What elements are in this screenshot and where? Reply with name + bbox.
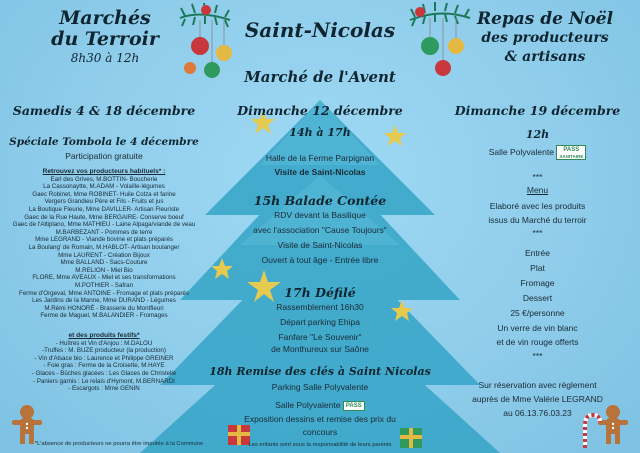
left-hours: 8h30 à 12h [70,51,140,65]
right-title-line-1: Repas de Noël [476,9,614,29]
defile-line-2: Départ parking Ehipa [280,317,360,327]
list-item: - Escargots : Mme GENIN [68,385,140,393]
right-place-row [440,145,635,160]
remise-line-2 [220,400,420,411]
list-item: M.POTHIER - Safran [74,281,134,289]
defile-line-3: Fanfare "Le Souvenir" [278,332,362,342]
menu-line-2: issus du Marché du terroir [488,215,587,225]
center-location: Halle de la Ferme Parpignan [265,153,375,163]
menu-price: 25 €/personne [510,308,565,318]
pass-sanitaire-badge [556,145,586,160]
reservation-line-1: Sur réservation avec règlement [478,380,597,390]
balade-line-3: Visite de Saint-Nicolas [277,240,363,250]
menu-title: Menu [526,185,549,195]
producers-title: Retrouvez vos producteurs habituels* : [42,168,166,175]
pass-label: PASS [563,147,580,153]
right-title-line-3: & artisans [504,49,586,65]
left-header [20,8,190,66]
list-item: Earl des Grives, M.BOTTIN- Boucherie [50,175,158,183]
right-stars: *** [532,172,543,182]
list-item: Ferme de Maguel, M.BALANDIER - Fromages [40,312,168,320]
balade-line-1: RDV devant la Basilique [274,210,366,220]
list-item: -Truffes : M. BUZE producteur (la production) [42,347,166,355]
menu-item: Dessert [522,293,553,303]
list-item: Gaec Robinet, Mme ROBINET- Huile Colza et farine [32,190,176,198]
remise-note: Les enfants sont sous la responsabilité de leurs parents [248,442,392,448]
menu-line-3: *** [532,228,543,238]
list-item: La Cassonaytte, M.ADAM - Volaille-légumes [43,183,165,191]
reservation-line-2: auprès de Mme Valérie LEGRAND [472,394,603,404]
pass-sanitaire-badge: PASS [343,401,365,411]
footnote: *L'absence de producteurs ne pourra être imputée à la Commune [34,441,204,447]
list-item: M.Rémi HONORÉ - Brasserie du Montfleuri [44,304,164,312]
right-place: Salle Polyvalente [488,146,554,157]
menu-item: Entrée [524,248,551,258]
reservation-phone: au 06.13.76.03.23 [503,408,572,418]
remise-place: Salle Polyvalente [275,400,341,410]
defile-line-4: de Monthureux sur Saône [271,344,369,354]
balade-line-4: Ouvert à tout âge - Entrée libre [261,255,379,265]
list-item: - Paniers garnis : Le relais d'Hymont, M.BERNARDI [33,377,175,385]
list-item: Mme LAURENT - Création Bijoux [58,251,150,259]
remise-line-3: Exposition dessins et remise des prix du [244,414,396,424]
candy-cane-icon [585,415,600,448]
list-item: Les Jardins de la Manne, Mme DURAND - Légumes [32,297,176,305]
list-item: M.BARBEZANT - Pommes de terre [55,228,153,236]
list-item: Mme LEGRAND - Viande bovine et plats préparés [35,236,173,244]
menu-item: Fromage [520,278,555,288]
left-special: Spéciale Tombola le 4 décembre [9,136,199,148]
list-item: - Glaces - Bûches glacées : Les Glaces de Christelle [31,369,177,377]
list-item: - Foie gras : Ferme de la Croisette, M.HAYE [43,362,165,370]
list-item: Mme BALLAND - Sacs-Couture [60,259,148,267]
right-title-line-2: des producteurs [481,30,609,46]
defile-line-1: Rassemblement 16h30 [276,302,364,312]
menu-item: Plat [530,263,545,273]
left-participation: Participation gratuite [65,151,143,161]
right-stars-bottom: *** [532,351,543,361]
list-item: FLORE, Mme AVEAUX - Miel et ses transformations [32,274,176,282]
center-subtitle: Marché de l'Avent [244,68,396,86]
left-title-line-2: du Terroir [51,28,159,50]
list-item: La Boulang' de Romain, M.HABLOT- Artisan boulanger [28,243,180,251]
center-visit: Visite de Saint-Nicolas [274,167,366,177]
list-item: Gaec de l'Altiplano, Mme MATHIEU - Laine Alpaga/viande de veau [12,221,196,229]
festive-products-list [4,332,204,393]
center-date: Dimanche 12 décembre [237,103,403,118]
menu-line-1: Elaboré avec les produits [489,201,586,211]
right-hour: 12h [525,128,550,141]
remise-line-1: Parking Salle Polyvalente [271,382,369,392]
remise-title: 18h Remise des clés à Saint Nicolas [209,365,431,378]
right-date: Dimanche 19 décembre [454,103,621,118]
list-item: M.RELION - Miel Bio [75,266,133,274]
list-item: Ferme d'Orgeval, Mme ANTOINE - Fromage et plats préparés [19,289,189,297]
balade-title: 15h Balade Contée [253,193,387,208]
left-title-line-1: Marchés [59,7,151,29]
list-item: La Boutique Fleurie, Mme DAVILLER- Artisan Fleuriste [28,205,180,213]
producers-list [4,168,204,320]
defile-title: 17h Défilé [284,285,356,300]
festive-title: et des produits festifs* [68,332,140,339]
list-item: Vergers Grandieu Père et Fils - Fruits et jus [44,198,164,206]
balade-line-2: avec l'association "Cause Toujours" [253,225,387,235]
left-dates: Samedis 4 & 18 décembre [12,103,196,118]
center-hours: 14h à 17h [289,126,351,139]
right-header [455,10,635,67]
wine-line-2: et de vin rouge offerts [496,337,579,347]
wine-line-1: Un verre de vin blanc [497,323,578,333]
pass-sub: SANITAIRE [559,154,584,159]
remise-line-4: concours [302,427,338,437]
list-item: - Huîtres et Vin d'Anjou : M.DALOU [55,339,153,347]
gingerbread-icon [12,405,42,444]
list-item: - Vin d'Alsace bio : Laurence et Philippe GREINER [34,354,174,362]
list-item: Gaec de la Rue Haute, Mme BERGAIRE- Conserve boeuf [24,213,184,221]
center-title: Saint-Nicolas [244,18,396,42]
